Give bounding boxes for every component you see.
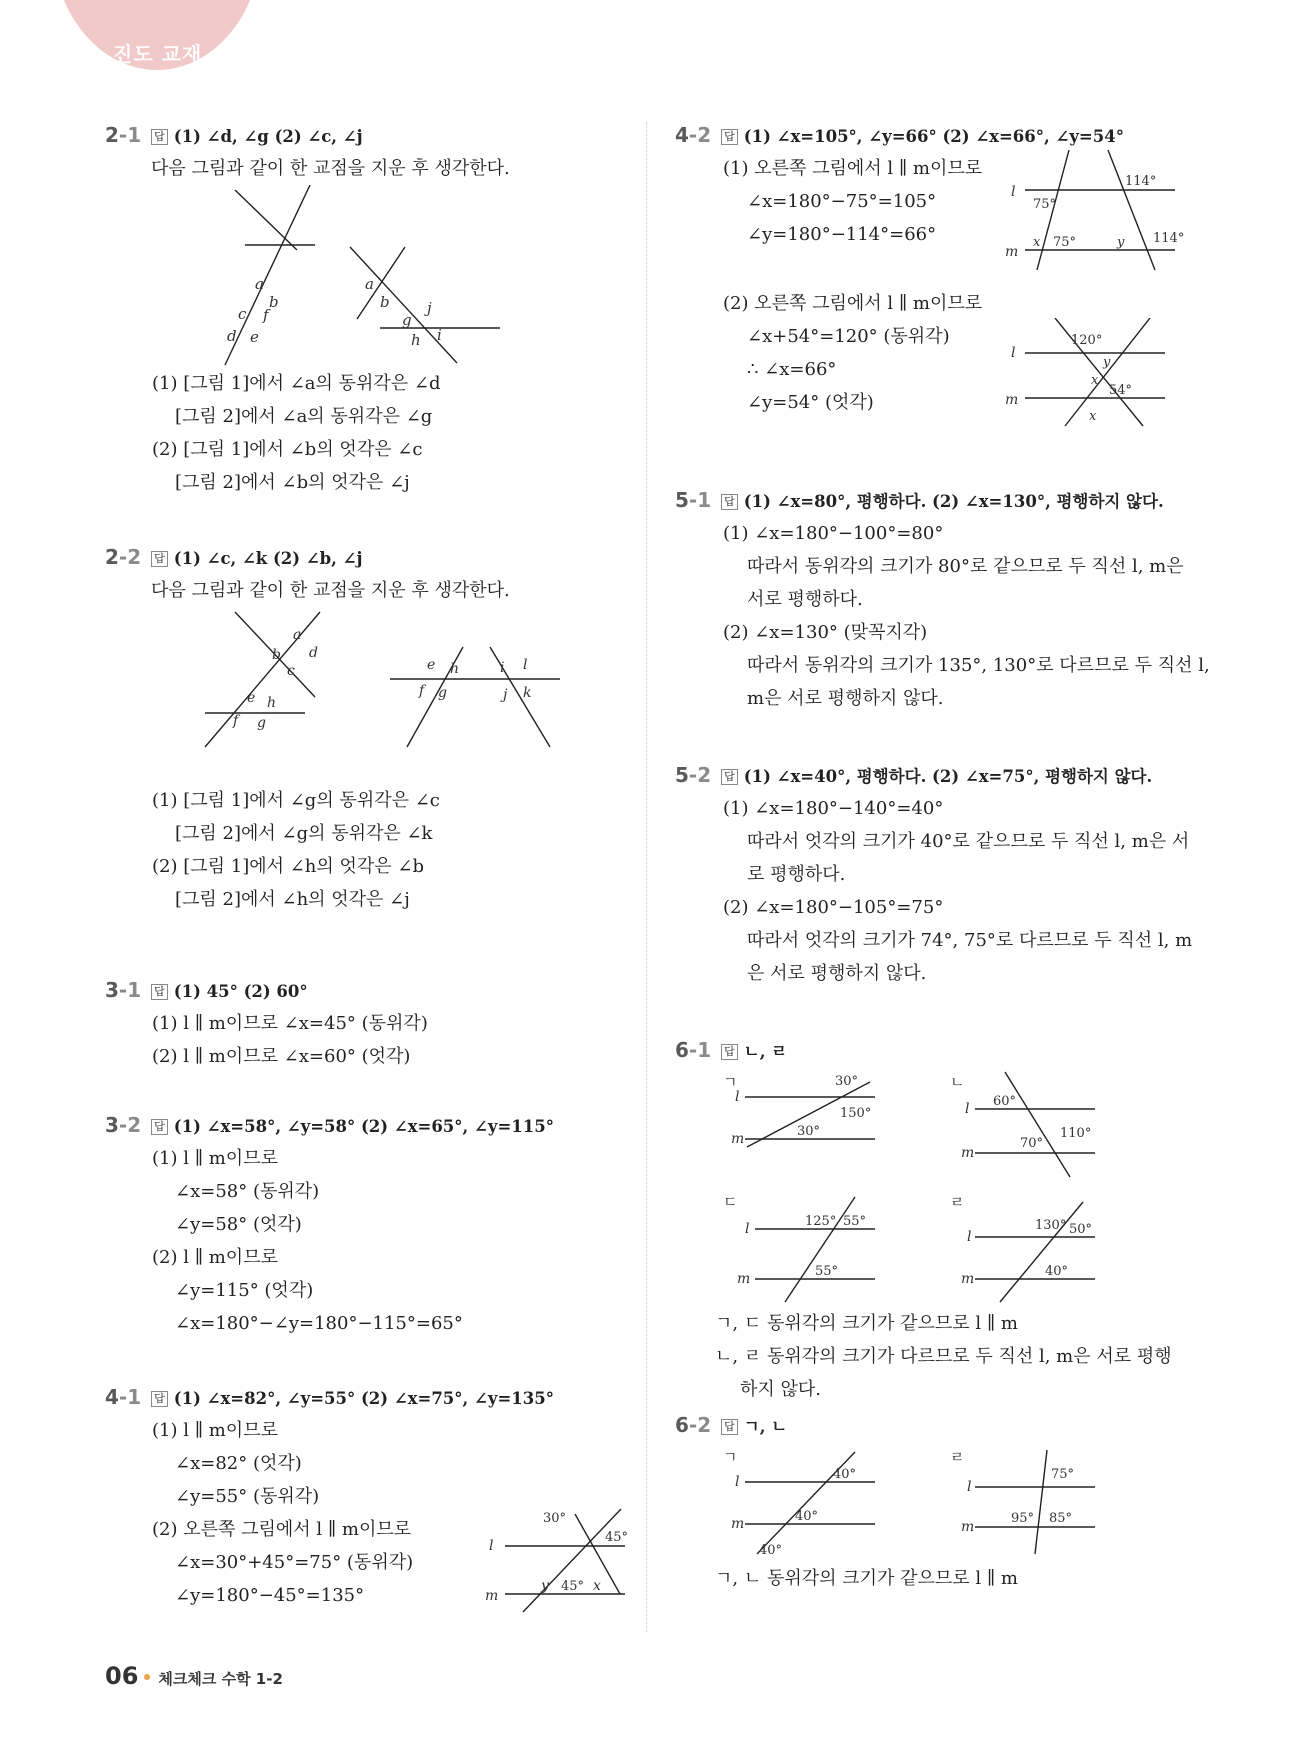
svg-text:g: g [438,685,447,701]
text-line: 하지 않다. [740,1379,821,1400]
svg-text:30°: 30° [835,1074,859,1089]
answer: (1) ∠x=82°, ∠y=55° (2) ∠x=75°, ∠y=135° [173,1389,554,1408]
text-line: 따라서 동위각의 크기가 135°, 130°로 다르므로 두 직선 l, [747,655,1210,676]
text-line: ∠x=30°+45°=75° (동위각) [175,1552,414,1573]
svg-text:m: m [1005,244,1019,260]
svg-text:f: f [233,713,239,729]
svg-text:y: y [541,1578,549,1594]
svg-text:m: m [1005,392,1019,408]
svg-text:l: l [489,1538,494,1554]
svg-text:40°: 40° [795,1509,819,1524]
answer: ㄴ, ㄹ [743,1042,788,1061]
text-line: ∠x=180°−75°=105° [747,191,937,212]
svg-text:l: l [1011,345,1016,361]
svg-text:114°: 114° [1153,231,1185,246]
book-title: 체크체크 수학 1-2 [158,1670,283,1688]
text-line: (2) 오른쪽 그림에서 l ∥ m이므로 [152,1519,412,1540]
svg-text:45°: 45° [561,1579,585,1594]
svg-text:120°: 120° [1071,333,1103,348]
page-number: 06 [105,1662,139,1690]
text-line: (2) ∠x=130° (맞꼭지각) [723,622,928,643]
problem-2-2: 2-2 답 (1) ∠c, ∠k (2) ∠b, ∠j 다음 그림과 같이 한 교점을 지운 후 생각한다. a b d c e h f g e h f g i l j k (1) [그림 1]에서 ∠g의 동위각은 ∠c [그림 2]에서 ∠g의 동위각은 ∠k (2) [그림 1]에서 ∠h의 엇각은 ∠b [그림 2]에서 ∠h의 엇각은 ∠j [105,542,575,916]
svg-text:m: m [961,1271,975,1287]
text-line: ㄴ, ㄹ 동위각의 크기가 다르므로 두 직선 l, m은 서로 평행 [715,1346,1172,1367]
svg-text:c: c [238,305,247,323]
answer: (1) ∠x=105°, ∠y=66° (2) ∠x=66°, ∠y=54° [743,127,1124,146]
svg-text:b: b [272,647,281,663]
figure-6-1 [675,1067,1195,1307]
text-line: (1) [그림 1]에서 ∠g의 동위각은 ∠c [152,790,440,811]
svg-text:125°: 125° [805,1214,837,1229]
svg-text:b: b [380,293,390,311]
svg-text:x: x [1089,409,1097,424]
svg-text:45°: 45° [605,1530,629,1545]
page-footer [105,1662,283,1690]
text-line: (2) l ∥ m이므로 ∠x=60° (엇각) [152,1046,411,1067]
svg-text:85°: 85° [1049,1511,1073,1526]
svg-text:e: e [247,690,256,706]
svg-text:h: h [267,695,277,711]
text-line: ∴ ∠x=66° [747,359,837,380]
svg-text:m: m [485,1588,499,1604]
svg-text:e: e [250,328,259,346]
text-line: 다음 그림과 같이 한 교점을 지운 후 생각한다. [151,158,510,179]
text-line: (1) l ∥ m이므로 [152,1148,278,1169]
svg-text:55°: 55° [815,1264,839,1279]
text-line: 은 서로 평행하지 않다. [747,963,927,984]
svg-text:d: d [309,645,318,661]
text-line: 따라서 엇각의 크기가 74°, 75°로 다르므로 두 직선 l, m [747,930,1193,951]
text-line: ∠x+54°=120° (동위각) [747,326,950,347]
text-line: m은 서로 평행하지 않다. [747,688,944,709]
svg-text:m: m [731,1131,745,1147]
svg-text:ㄷ: ㄷ [723,1193,738,1211]
text-line: [그림 2]에서 ∠g의 동위각은 ∠k [175,823,433,844]
svg-text:i: i [437,326,442,344]
answer: (1) ∠x=58°, ∠y=58° (2) ∠x=65°, ∠y=115° [173,1117,554,1136]
text-line: ∠y=115° (엇각) [175,1280,314,1301]
svg-text:m: m [737,1271,751,1287]
figure-2-1 [105,185,525,375]
text-line: (2) [그림 1]에서 ∠h의 엇각은 ∠b [152,856,424,877]
problem-4-2: 4-2 답 (1) ∠x=105°, ∠y=66° (2) ∠x=66°, ∠y=54° (1) 오른쪽 그림에서 l ∥ m이므로 ∠x=180°−75°=105° ∠y=180°−114°=66° (2) 오른쪽 그림에서 l ∥ m이므로 ∠x+54°=120° (동위각) ∴ ∠x=66° ∠y=54° (엇각) l m 114° 75° x 75° y 114° l m 120° y x 54° x [675,120,1124,419]
answer: (1) ∠c, ∠k (2) ∠b, ∠j [173,549,363,568]
svg-text:g: g [257,715,266,731]
svg-text:40°: 40° [1045,1264,1069,1279]
svg-text:x: x [1091,373,1099,388]
text-line: (1) ∠x=180°−140°=40° [723,798,944,819]
svg-text:c: c [287,663,295,679]
svg-text:l: l [967,1479,972,1495]
text-line: (1) [그림 1]에서 ∠a의 동위각은 ∠d [152,373,441,394]
text-line: (1) 오른쪽 그림에서 l ∥ m이므로 [723,158,983,179]
problem-2-1: 2-1 답 (1) ∠d, ∠g (2) ∠c, ∠j 다음 그림과 같이 한 교점을 지운 후 생각한다. a b c f d e a b g j h i (1) [그림 1]에서 ∠a의 동위각은 ∠d [그림 2]에서 ∠a의 동위각은 ∠g (2) [그림 1]에서 ∠b의 엇각은 ∠c [그림 2]에서 ∠b의 엇각은 ∠j [105,120,525,499]
svg-text:150°: 150° [840,1106,872,1121]
svg-text:j: j [427,299,432,317]
figure-2-2 [105,607,575,782]
figure-4-2-2 [1005,318,1175,433]
svg-text:a: a [255,275,264,293]
svg-text:ㄹ: ㄹ [950,1193,965,1211]
svg-text:130°: 130° [1035,1218,1067,1233]
problem-3-1: 3-1 답 (1) 45° (2) 60° (1) l ∥ m이므로 ∠x=45° (동위각) (2) l ∥ m이므로 ∠x=60° (엇각) [105,975,428,1073]
text-line: (1) ∠x=180°−100°=80° [723,523,944,544]
text-line: 다음 그림과 같이 한 교점을 지운 후 생각한다. [151,580,510,601]
text-line: 따라서 엇각의 크기가 40°로 같으므로 두 직선 l, m은 서 [747,831,1190,852]
svg-text:e: e [427,657,436,673]
svg-text:j: j [503,687,508,703]
svg-text:g: g [402,311,412,329]
svg-text:60°: 60° [993,1094,1017,1109]
text-line: 로 평행하다. [747,864,846,885]
problem-3-2: 3-2 답 (1) ∠x=58°, ∠y=58° (2) ∠x=65°, ∠y=115° (1) l ∥ m이므로 ∠x=58° (동위각) ∠y=58° (엇각) (2) l ∥ m이므로 ∠y=115° (엇각) ∠x=180°−∠y=180°−115°=65° [105,1110,554,1340]
text-line: (1) l ∥ m이므로 [152,1420,278,1441]
text-line: [그림 2]에서 ∠h의 엇각은 ∠j [175,889,410,910]
answer: (1) ∠x=40°, 평행하다. (2) ∠x=75°, 평행하지 않다. [743,767,1153,786]
footer-dot [144,1674,150,1680]
problem-5-2: 5-2 답 (1) ∠x=40°, 평행하다. (2) ∠x=75°, 평행하지 않다. (1) ∠x=180°−140°=40° 따라서 엇각의 크기가 40°로 같으므로 두 직선 l, m은 서 로 평행하다. (2) ∠x=180°−105°=75° 따라서 엇각의 크기가 74°, 75°로 다르므로 두 직선 l, m 은 서로 평행하지 않다. [675,760,1192,990]
svg-text:m: m [961,1145,975,1161]
svg-text:x: x [1033,235,1041,250]
svg-text:95°: 95° [1011,1511,1035,1526]
svg-text:70°: 70° [1020,1136,1044,1151]
text-line: (2) 오른쪽 그림에서 l ∥ m이므로 [723,293,983,314]
svg-text:l: l [967,1229,972,1245]
svg-text:l: l [1011,184,1016,200]
svg-text:54°: 54° [1109,383,1133,398]
svg-text:l: l [523,657,528,673]
svg-text:m: m [731,1516,745,1532]
svg-text:f: f [263,306,269,324]
svg-text:x: x [593,1578,601,1594]
svg-text:f: f [419,683,425,699]
text-line: 따라서 동위각의 크기가 80°로 같으므로 두 직선 l, m은 [747,556,1184,577]
figure-6-2 [675,1442,1195,1562]
text-line: ∠y=180°−114°=66° [747,224,937,245]
svg-text:k: k [523,685,532,701]
svg-text:ㄱ: ㄱ [723,1073,738,1091]
text-line: ㄱ, ㄷ 동위각의 크기가 같으므로 l ∥ m [715,1313,1018,1334]
svg-text:50°: 50° [1069,1222,1093,1237]
svg-text:l: l [965,1101,970,1117]
text-line: ∠x=180°−∠y=180°−115°=65° [175,1313,463,1334]
svg-text:a: a [365,275,374,293]
svg-text:b: b [269,293,279,311]
text-line: ∠y=54° (엇각) [747,392,874,413]
column-divider [646,122,647,1632]
problem-4-1: 4-1 답 (1) ∠x=82°, ∠y=55° (2) ∠x=75°, ∠y=135° (1) l ∥ m이므로 ∠x=82° (엇각) ∠y=55° (동위각) (2) 오른쪽 그림에서 l ∥ m이므로 ∠x=30°+45°=75° (동위각) ∠y=180°−45°=135° l m 30° 45° 45° y x [105,1382,554,1612]
text-line: ㄱ, ㄴ 동위각의 크기가 같으므로 l ∥ m [715,1568,1018,1589]
figure-4-1 [485,1504,635,1614]
svg-text:40°: 40° [833,1467,857,1482]
svg-text:m: m [961,1519,975,1535]
answer: (1) ∠x=80°, 평행하다. (2) ∠x=130°, 평행하지 않다. [743,492,1164,511]
text-line: ∠x=58° (동위각) [175,1181,320,1202]
svg-text:l: l [745,1221,750,1237]
svg-text:ㄹ: ㄹ [950,1448,965,1466]
svg-text:l: l [735,1474,740,1490]
text-line: (2) l ∥ m이므로 [152,1247,278,1268]
svg-text:30°: 30° [543,1511,567,1526]
answer: ㄱ, ㄴ [743,1417,788,1436]
svg-text:d: d [227,327,237,345]
figure-4-2-1 [1005,150,1185,280]
text-line: (1) l ∥ m이므로 ∠x=45° (동위각) [152,1013,428,1034]
svg-text:30°: 30° [797,1124,821,1139]
svg-text:75°: 75° [1051,1467,1075,1482]
svg-text:ㄴ: ㄴ [950,1073,965,1091]
text-line: (2) ∠x=180°−105°=75° [723,897,944,918]
text-line: ∠x=82° (엇각) [175,1453,302,1474]
svg-text:a: a [293,627,302,643]
answer: (1) 45° (2) 60° [173,982,308,1001]
svg-text:y: y [1103,355,1111,370]
text-line: ∠y=58° (엇각) [175,1214,302,1235]
svg-text:h: h [411,331,421,349]
svg-text:l: l [735,1089,740,1105]
svg-text:55°: 55° [843,1214,867,1229]
text-line: [그림 2]에서 ∠b의 엇각은 ∠j [175,472,410,493]
svg-text:110°: 110° [1060,1126,1092,1141]
answer: (1) ∠d, ∠g (2) ∠c, ∠j [173,127,363,146]
svg-text:i: i [500,660,505,676]
text-line: 서로 평행하다. [747,589,863,610]
problem-6-1: 6-1 답 ㄴ, ㄹ ㄱ l m 30° 150° 30° ㄴ l m 60° 70° 110° ㄷ l m 125° 55° 55° ㄹ l m 130° 50° 40° ㄱ, ㄷ 동위각의 크기가 같으므로 l ∥ m ㄴ, ㄹ 동위각의 크기가 다르므로 두 직선 l, m은 서로 평행 하지 않다. [675,1035,1195,1406]
problem-5-1: 5-1 답 (1) ∠x=80°, 평행하다. (2) ∠x=130°, 평행하지 않다. (1) ∠x=180°−100°=80° 따라서 동위각의 크기가 80°로 같으므로 두 직선 l, m은 서로 평행하다. (2) ∠x=130° (맞꼭지각) 따라서 동위각의 크기가 135°, 130°로 다르므로 두 직선 l, m은 서로 평행하지 않다. [675,485,1210,715]
svg-text:75°: 75° [1053,235,1077,250]
text-line: ∠y=180°−45°=135° [175,1585,365,1606]
svg-text:114°: 114° [1125,174,1157,189]
text-line: [그림 2]에서 ∠a의 동위각은 ∠g [175,406,433,427]
svg-text:40°: 40° [759,1543,783,1558]
svg-text:y: y [1117,235,1125,250]
chapter-tab-label: 진도 교재 [113,42,203,66]
svg-text:ㄱ: ㄱ [723,1448,738,1466]
text-line: (2) [그림 1]에서 ∠b의 엇각은 ∠c [152,439,423,460]
problem-6-2: 6-2 답 ㄱ, ㄴ ㄱ l m 40° 40° 40° ㄹ l m 75° 95° 85° ㄱ, ㄴ 동위각의 크기가 같으므로 l ∥ m [675,1410,1195,1595]
svg-text:75°: 75° [1033,197,1057,212]
text-line: ∠y=55° (동위각) [175,1486,320,1507]
svg-text:h: h [450,661,460,677]
